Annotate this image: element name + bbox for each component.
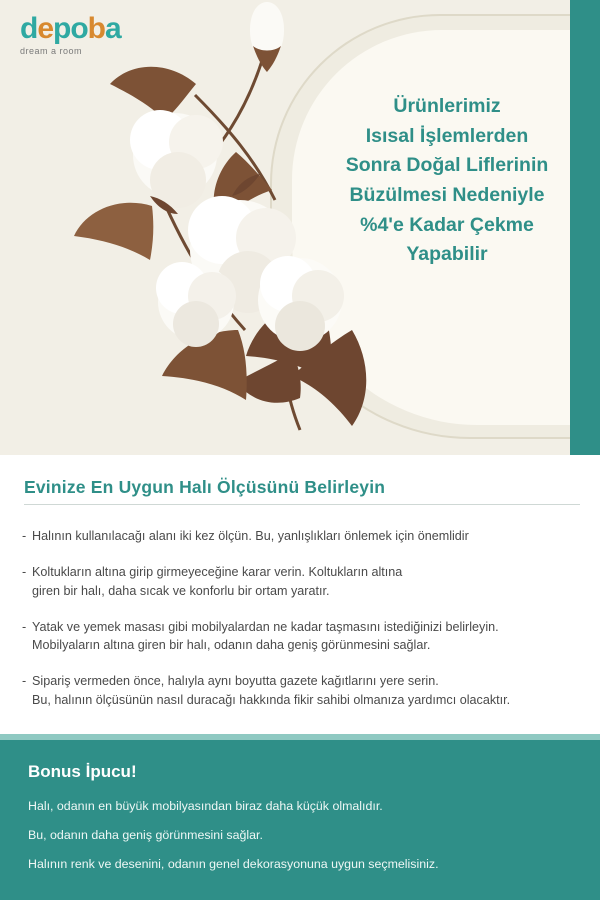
list-item-line: giren bir halı, daha sıcak ve konforlu bir ortam yaratır. <box>32 583 330 598</box>
bonus-line: Bu, odanın daha geniş görünmesini sağlar. <box>28 828 263 843</box>
list-item <box>22 618 578 655</box>
list-item-body <box>32 672 578 709</box>
bonus-line: Halının renk ve desenini, odanın genel dekorasyonuna uygun seçmelisiniz. <box>28 857 439 872</box>
list-item-line: Halının kullanılacağı alanı iki kez ölçün. Bu, yanlışlıkları önlemek için önemlidir <box>32 529 469 543</box>
list-item-line: Bu, halının ölçüsünün nasıl duracağı hakkında fikir sahibi olmanıza yardımcı olacaktır. <box>32 692 511 707</box>
page-title: Evinize En Uygun Halı Ölçüsünü Belirleyin <box>24 477 386 497</box>
logo-tagline: dream a room <box>20 46 83 56</box>
hero-headline-line-1: Ürünlerimiz <box>393 95 501 117</box>
list-item <box>22 672 578 709</box>
list-item-line: Yatak ve yemek masası gibi mobilyalardan ne kadar taşmasını istediğinizi belirleyin. <box>32 619 499 634</box>
logo-letter-b: b <box>87 12 105 45</box>
logo[interactable] <box>20 14 121 56</box>
list-item-body <box>32 563 578 600</box>
list-marker: - <box>22 674 27 689</box>
hero-headline-line-2: Isısal İşlemlerden <box>365 124 529 147</box>
hero-teal-edge <box>570 0 600 455</box>
bonus-line: Halı, odanın en büyük mobilyasından biraz daha küçük olmalıdır. <box>28 799 383 813</box>
logo-letter-e: e <box>37 12 54 45</box>
logo-letter-d: d <box>20 12 38 45</box>
list-item-line: Sipariş vermeden önce, halıyla aynı boyutta gazete kağıtlarını yere serin. <box>32 674 439 689</box>
list-item <box>22 527 578 545</box>
list-item-line: Koltukların altına girip girmeyeceğine karar verin. Koltukların altına <box>32 565 403 580</box>
list-item <box>22 563 578 600</box>
hero-headline-line-4: Büzülmesi Nedeniyle <box>349 183 545 206</box>
hero-headline-line-3: Sonra Doğal Liflerinin <box>345 154 549 177</box>
list-item-body <box>32 618 578 655</box>
list-marker: - <box>22 529 27 543</box>
title-divider <box>24 504 580 505</box>
bonus-section <box>0 740 600 900</box>
list-item-line: Mobilyaların altına giren bir halı, odanın daha geniş görünmesini sağlar. <box>32 638 431 652</box>
logo-letter-o: o <box>70 12 88 45</box>
hero-headline <box>322 92 572 270</box>
logo-letter-a: a <box>105 12 121 45</box>
hero-headline-line-5: %4'e Kadar Çekme <box>360 213 534 236</box>
bonus-title: Bonus İpucu! <box>28 762 137 781</box>
hero-headline-line-6: Yapabilir <box>406 243 488 266</box>
logo-letter-p: p <box>53 12 71 45</box>
list-marker: - <box>22 565 27 580</box>
list-item-body <box>32 527 578 545</box>
main-section <box>0 455 600 740</box>
list-marker: - <box>22 619 27 634</box>
logo-wordmark <box>20 14 121 44</box>
